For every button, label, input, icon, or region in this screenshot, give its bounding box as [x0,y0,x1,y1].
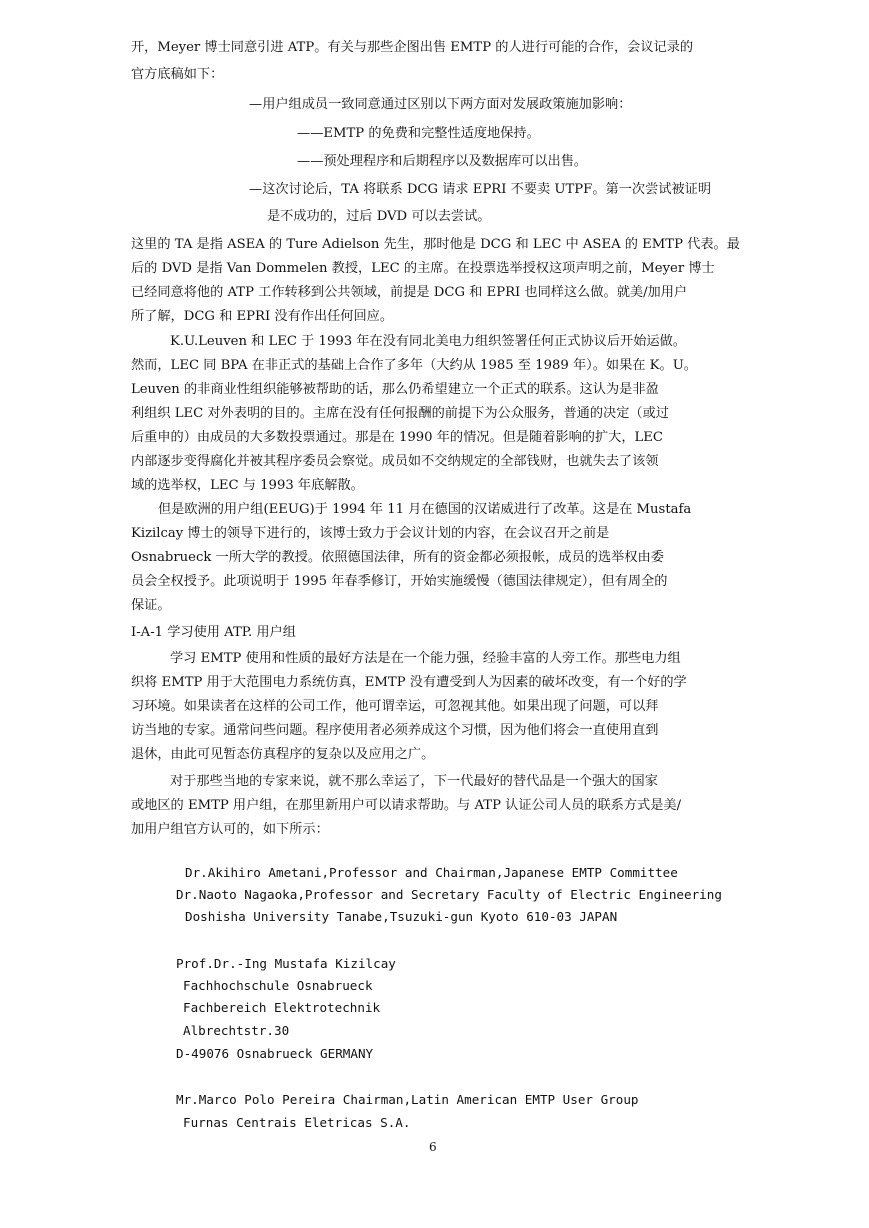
text-line: 访当地的专家。通常问些问题。程序使用者必须养成这个习惯，因为他们将会一直使用直到 [131,723,659,738]
paragraph-start: 但是欧洲的用户组(EEUG)于 1994 年 11 月在德国的汉诺威进行了改革。这是在 Mustafa [158,502,692,517]
text-line: 官方底稿如下： [131,67,224,82]
contact-line: Fachbereich Elektrotechnik [183,1000,381,1015]
text-line: 所了解，DCG 和 EPRI 没有作出任何回应。 [131,309,394,324]
text-line: 保证。 [131,598,171,613]
minutes-subitem: ——EMTP 的免费和完整性适度地保持。 [297,126,540,141]
text-line: 然而，LEC 同 BPA 在非正式的基础上合作了多年（大约从 1985 至 1989 年）。如果在 K。U。 [131,358,697,373]
contact-line: Fachhochschule Osnabrueck [183,978,373,993]
minutes-item-cont: 是不成功的，过后 DVD 可以去尝试。 [267,209,491,224]
text-line: 加用户组官方认可的，如下所示： [131,822,329,837]
text-line: 已经同意将他的 ATP 工作转移到公共领域，前提是 DCG 和 EPRI 也同样这么做。就美/加用户 [131,285,688,300]
text-line: 内部逐步变得腐化并被其程序委员会察觉。成员如不交纳规定的全部钱财，也就失去了该领 [131,454,659,469]
minutes-subitem: ——预处理程序和后期程序以及数据库可以出售。 [297,154,588,169]
paragraph-start: 对于那些当地的专家来说，就不那么幸运了，下一代最好的替代品是一个强大的国家 [170,774,658,789]
text-line: Leuven 的非商业性组织能够被帮助的话，那么仍希望建立一个正式的联系。这认为是非盈 [131,382,659,397]
text-line: 员会全权授予。此项说明于 1995 年春季修订，开始实施缓慢（德国法律规定），但有周全的 [131,574,668,589]
text-line: 开，Meyer 博士同意引进 ATP。有关与那些企图出售 EMTP 的人进行可能的合作，会议记录的 [131,40,694,55]
contact-line: Albrechtstr.30 [183,1023,290,1038]
contact-line: Mr.Marco Polo Pereira Chairman,Latin American EMTP User Group [176,1092,639,1107]
paragraph-start: K.U.Leuven 和 LEC 于 1993 年在没有同北美电力组织签署任何正式协议后开始运做。 [170,334,686,349]
section-heading: I-A-1 学习使用 ATP. 用户组 [131,625,296,640]
contact-line: Dr.Akihiro Ametani,Professor and Chairman,Japanese EMTP Committee [185,865,678,880]
text-line: Kizilcay 博士的领导下进行的，该博士致力于会议计划的内容，在会议召开之前是 [131,526,610,541]
contact-line: Doshisha University Tanabe,Tsuzuki-gun Kyoto 610-03 JAPAN [185,909,618,924]
text-line: 这里的 TA 是指 ASEA 的 Ture Adielson 先生，那时他是 DCG 和 LEC 中 ASEA 的 EMTP 代表。最 [131,237,740,252]
page-number: 6 [429,1140,437,1154]
text-line: 域的选举权，LEC 与 1993 年底解散。 [131,478,364,493]
text-line: 习环境。如果读者在这样的公司工作，他可谓幸运，可忽视其他。如果出现了问题，可以拜 [131,699,659,714]
minutes-item: —用户组成员一致同意通过区别以下两方面对发展政策施加影响： [249,97,632,112]
minutes-item: —这次讨论后，TA 将联系 DCG 请求 EPRI 不要卖 UTPF。第一次尝试被证明 [249,182,712,197]
text-line: 织将 EMTP 用于大范围电力系统仿真，EMTP 没有遭受到人为因素的破坏改变，有一个好的学 [131,675,687,690]
contact-line: Prof.Dr.-Ing Mustafa Kizilcay [176,956,396,971]
text-line: 利组织 LEC 对外表明的目的。主席在没有任何报酬的前提下为公众服务，普通的决定（或过 [131,406,669,421]
contact-line: D-49076 Osnabrueck GERMANY [176,1046,374,1061]
text-line: 后重申的）由成员的大多数投票通过。那是在 1990 年的情况。但是随着影响的扩大，LEC [131,430,663,445]
contact-line: Dr.Naoto Nagaoka,Professor and Secretary Faculty of Electric Engineering [176,887,722,902]
text-line: Osnabrueck 一所大学的教授。依照德国法律，所有的资金都必须报帐，成员的选举权由委 [131,550,664,565]
paragraph-start: 学习 EMTP 使用和性质的最好方法是在一个能力强，经验丰富的人旁工作。那些电力组 [170,651,681,666]
text-line: 后的 DVD 是指 Van Dommelen 教授，LEC 的主席。在投票选举授权这项声明之前，Meyer 博士 [131,261,715,276]
contact-line: Furnas Centrais Eletricas S.A. [183,1115,411,1130]
text-line: 或地区的 EMTP 用户组，在那里新用户可以请求帮助。与 ATP 认证公司人员的联系方式是美/ [131,798,682,813]
text-line: 退休，由此可见暂态仿真程序的复杂以及应用之广。 [131,747,435,762]
